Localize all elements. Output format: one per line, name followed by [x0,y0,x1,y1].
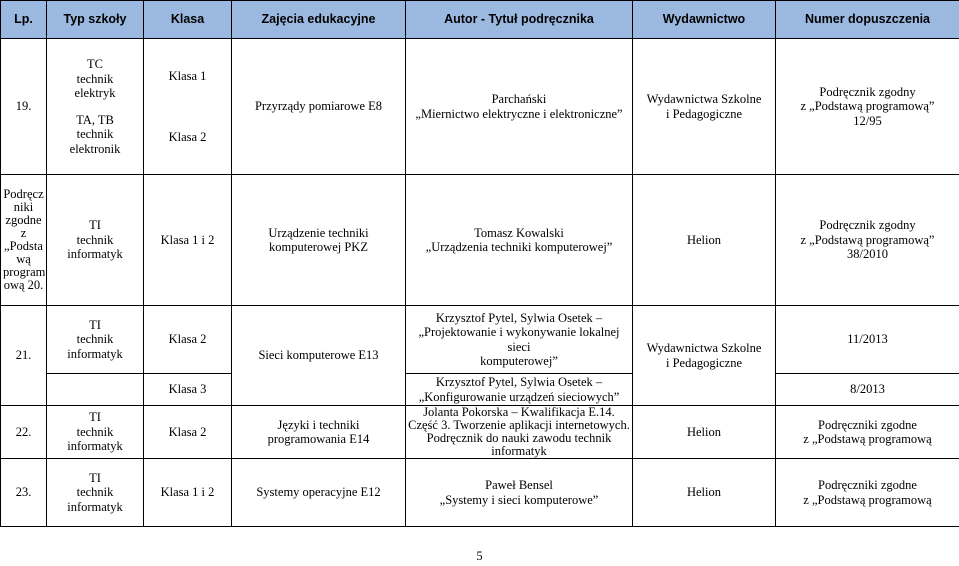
row19-autor: Parchański „Miernictwo elektryczne i elektroniczne” [406,39,633,175]
row21-typ-continued [47,374,144,406]
row23-zajecia: Systemy operacyjne E12 [232,459,406,527]
table-row-22 [1,406,959,459]
row21-numer-1: 11/2013 [776,306,959,374]
row23-numer: Podręczniki zgodne z „Podstawą programową [776,459,959,527]
row21-numer-2: 8/2013 [776,374,959,406]
header-wydawnictwo: Wydawnictwo [633,1,776,39]
header-lp: Lp. [1,1,47,39]
row19-klasa: Klasa 1 Klasa 2 [144,39,232,175]
row22-autor: Jolanta Pokorska – Kwalifikacja E.14. Część 3. Tworzenie aplikacji internetowych. Podręcznik do nauki zawodu technik informatyk [406,406,633,459]
row19-wydawnictwo: Wydawnictwa Szkolne i Pedagogiczne [633,39,776,175]
row21-autor-1: Krzysztof Pytel, Sylwia Osetek – „Projektowanie i wykonywanie lokalnej sieci komputerowej” [406,306,633,374]
row19-lp: 19. [1,39,47,175]
table-row-23 [1,459,959,527]
row23-typ: TI technik informatyk [47,459,144,527]
row20-zajecia: Urządzenie techniki komputerowej PKZ [232,175,406,306]
row20-autor: Tomasz Kowalski „Urządzenia techniki komputerowej” [406,175,633,306]
header-zajecia: Zajęcia edukacyjne [232,1,406,39]
header-klasa: Klasa [144,1,232,39]
row20-lp: Podręcz niki zgodne z „Podsta wą program ową 20. [1,175,47,306]
row20-numer: Podręcznik zgodny z „Podstawą programową” 38/2010 [776,175,959,306]
row20-wydawnictwo: Helion [633,175,776,306]
table-row-21b [1,374,959,406]
row21-zajecia: Sieci komputerowe E13 [232,306,406,406]
row23-wydawnictwo: Helion [633,459,776,527]
row22-klasa: Klasa 2 [144,406,232,459]
header-typ: Typ szkoły [47,1,144,39]
row22-wydawnictwo: Helion [633,406,776,459]
header-autor: Autor - Tytuł podręcznika [406,1,633,39]
row23-lp: 23. [1,459,47,527]
row19-typ: TC technik elektryk TA, TB technik elektronik [47,39,144,175]
row20-typ: TI technik informatyk [47,175,144,306]
table-row-19 [1,39,959,175]
row21-autor-2: Krzysztof Pytel, Sylwia Osetek – „Konfigurowanie urządzeń sieciowych” [406,374,633,406]
row22-zajecia: Języki i techniki programowania E14 [232,406,406,459]
table-row-21 [1,306,959,374]
row22-lp: 22. [1,406,47,459]
row21-lp: 21. [1,306,47,406]
row21-typ: TI technik informatyk [47,306,144,374]
table-row-20 [1,175,959,306]
row21-klasa-3: Klasa 3 [144,374,232,406]
row22-numer: Podręczniki zgodne z „Podstawą programową [776,406,959,459]
row19-zajecia: Przyrządy pomiarowe E8 [232,39,406,175]
row20-klasa: Klasa 1 i 2 [144,175,232,306]
header-row [1,1,959,39]
row21-wydawnictwo: Wydawnictwa Szkolne i Pedagogiczne [633,306,776,406]
row19-numer: Podręcznik zgodny z „Podstawą programową” 12/95 [776,39,959,175]
row23-autor: Paweł Bensel „Systemy i sieci komputerowe” [406,459,633,527]
header-numer: Numer dopuszczenia [776,1,959,39]
row22-typ: TI technik informatyk [47,406,144,459]
row21-klasa: Klasa 2 [144,306,232,374]
row23-klasa: Klasa 1 i 2 [144,459,232,527]
page-number: 5 [476,549,483,563]
